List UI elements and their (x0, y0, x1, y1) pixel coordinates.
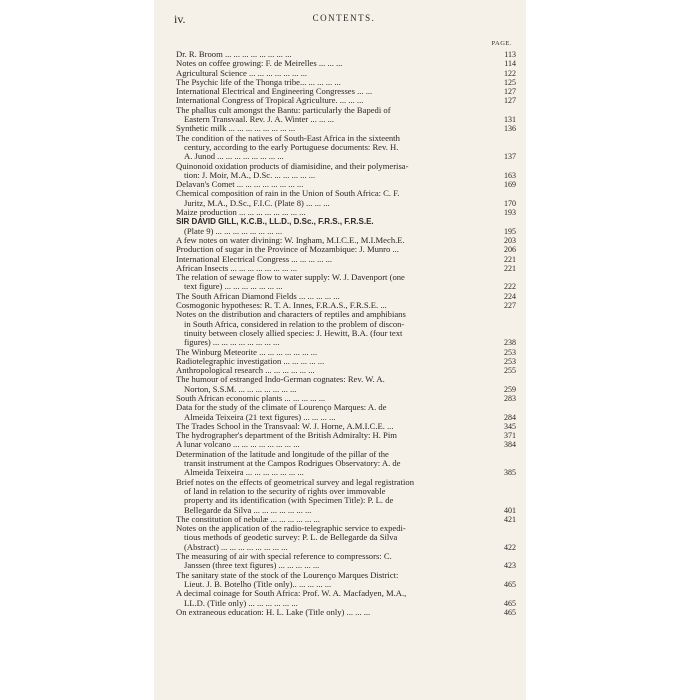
toc-entry-page: 465 (504, 598, 516, 608)
toc-entry-page: 421 (504, 514, 516, 524)
toc-entry-page: 113 (504, 50, 516, 59)
toc-entry-title-line: figures) ... ... ... ... ... ... ... ... (184, 338, 280, 348)
toc-entry-title-line: Delavan's Comet ... ... ... ... ... ... ... ... (176, 180, 304, 190)
toc-entry-page: 259 (504, 384, 516, 394)
toc-entry-title-line: A lunar volcano ... ... ... ... ... ... ... ... (176, 440, 300, 450)
toc-entry-page: 206 (504, 245, 516, 255)
toc-entry-title-line: Eastern Transvaal. Rev. J. A. Winter ... ... ... (184, 115, 335, 125)
toc-entry-title-line: (Plate 9) ... ... ... ... ... ... ... ... (184, 226, 283, 236)
toc-entry (176, 301, 516, 310)
toc-entry-title-line: Notes on the application of the radio-telegraphic service to expedi- (176, 524, 406, 534)
toc-entry (176, 375, 516, 394)
toc-entry-title-line: The South African Diamond Fields ... ... ... ... ... (176, 291, 340, 301)
toc-entry-page: 227 (504, 301, 516, 311)
toc-entry-page: 127 (504, 96, 516, 106)
toc-entry (176, 255, 516, 264)
toc-entry-title-line: LL.D. (Title only) ... ... ... ... ... ... (184, 598, 298, 608)
toc-entry-title-line: Cosmogonic hypotheses: R. T. A. Innes, F.R.A.S., F.R.S.E. ... (176, 301, 387, 311)
toc-entry-title-line: The hydrographer's department of the British Admiralty: H. Pim (176, 431, 397, 441)
toc-entry-title-line: Norton, S.S.M. ... ... ... ... ... ... ... (184, 384, 297, 394)
toc-entry-title-line: Anthropological research ... ... ... ... ... ... (176, 366, 315, 376)
toc-entry-title-line: The Psychic life of the Thonga tribe... ... ... ... ... (176, 77, 341, 87)
toc-entry-title-line: Notes on coffee growing: F. de Meirelles ... ... ... (176, 59, 343, 69)
toc-entry-page: 401 (504, 505, 516, 515)
toc-entry-title-line: South African economic plants ... ... ... ... ... (176, 393, 326, 403)
toc-entry (176, 189, 516, 208)
toc-entry-page: 384 (504, 440, 516, 450)
toc-entry-page: 422 (504, 542, 516, 552)
toc-entry-page: 131 (504, 115, 516, 125)
toc-entry (176, 69, 516, 78)
toc-entry (176, 524, 516, 552)
toc-entry-title-line: Production of sugar in the Province of Mozambique: J. Munro ... (176, 245, 399, 255)
toc-entry-title-line: text figure) ... ... ... ... ... ... ... (184, 282, 283, 292)
toc-entry-page: 169 (504, 180, 516, 190)
toc-entry (176, 571, 516, 590)
toc-entry-page: 222 (504, 282, 516, 292)
toc-entry-page: 253 (504, 347, 516, 357)
toc-entry-page: 385 (504, 468, 516, 478)
toc-entry-page: 283 (504, 393, 516, 403)
toc-entry-page: 465 (504, 607, 516, 617)
toc-entry-title-line: Juritz, M.A., D.Sc., F.I.C. (Plate 8) ... ... ... (184, 198, 330, 208)
toc-entry (176, 59, 516, 68)
toc-entry-page: 114 (504, 59, 516, 69)
toc-entry-page: 195 (504, 226, 516, 236)
toc-entry-page: 127 (504, 87, 516, 97)
toc-entry-page: 203 (504, 235, 516, 245)
toc-entry (176, 78, 516, 87)
toc-entry (176, 552, 516, 571)
toc-entry-title-line: Janssen (three text figures) ... ... ... ... ... (184, 561, 320, 571)
toc-entry (176, 450, 516, 478)
toc-entry-title-line: A. Junod ... ... ... ... ... ... ... ... (184, 152, 284, 162)
toc-entry-title-line: Almeida Teixeira ... ... ... ... ... ... ... (184, 468, 304, 478)
page-number: iv. (174, 12, 186, 26)
toc-entry-title-line: The constitution of nebulæ ... ... ... ... ... ... (176, 514, 320, 524)
toc-entry (176, 217, 516, 236)
toc-entry-page: 221 (504, 254, 516, 264)
toc-entry-title-line: The measuring of air with special reference to compressors: C. (176, 552, 392, 562)
toc-entry (176, 124, 516, 133)
toc-entry-title-line: Chemical composition of rain in the Union of South Africa: C. F. (176, 189, 400, 199)
toc-entry-page: 163 (504, 170, 516, 180)
toc-entry-page: 193 (504, 208, 516, 218)
toc-entry-page: 221 (504, 263, 516, 273)
toc-entry-title-line: International Electrical Congress ... ... ... ... ... (176, 254, 333, 264)
page-header (174, 12, 514, 28)
toc-entry-title-line: The phallus cult amongst the Bantu: particularly the Bapedi of (176, 105, 391, 115)
page-column-label: PAGE. (491, 40, 512, 47)
toc-entry-title-line: property and its identification (with Specimen Title): P. L. de (184, 496, 394, 506)
toc-entry-title-line: Maize production ... ... ... ... ... ... ... ... (176, 208, 306, 218)
toc-entry (176, 422, 516, 431)
toc-entry (176, 366, 516, 375)
toc-entry (176, 208, 516, 217)
toc-entry-title-line: in South Africa, considered in relation to the problem of discon- (184, 319, 405, 329)
toc-entry-title-line: SIR DAVID GILL, K.C.B., LL.D., D.Sc., F.R.S., F.R.S.E. (176, 217, 374, 227)
toc-entry (176, 236, 516, 245)
toc-entry-title-line: A few notes on water divining: W. Ingham, M.I.C.E., M.I.Mech.E. (176, 235, 405, 245)
toc-entry-title-line: The condition of the natives of South-East Africa in the sixteenth (176, 133, 400, 143)
toc-entry-page: 465 (504, 579, 516, 589)
toc-entry-title-line: International Congress of Tropical Agriculture. ... ... ... (176, 96, 364, 106)
toc-entry (176, 292, 516, 301)
toc-entry (176, 310, 516, 347)
toc-entry (176, 515, 516, 524)
toc-entry-page: 122 (504, 68, 516, 78)
toc-entry (176, 440, 516, 449)
toc-entry (176, 96, 516, 105)
toc-entry-title-line: A decimal coinage for South Africa: Prof. W. A. Macfadyen, M.A., (176, 589, 407, 599)
toc-entry-title-line: On extraneous education: H. L. Lake (Title only) ... ... ... (176, 607, 371, 617)
toc-entry-title-line: The Trades School in the Transvaal: W. J. Horne, A.M.I.C.E. ... (176, 421, 394, 431)
toc-entry-page: 345 (504, 421, 516, 431)
toc-entry-title-line: tious methods of geodetic survey: P. L. de Bellegarde da Silva (184, 533, 398, 543)
toc-entry (176, 403, 516, 422)
toc-entry (176, 589, 516, 608)
toc-entry-title-line: The Winburg Meteorite ... ... ... ... ... ... ... (176, 347, 318, 357)
toc-entry-page: 125 (504, 77, 516, 87)
toc-entry (176, 394, 516, 403)
toc-entry-page: 423 (504, 561, 516, 571)
toc-entry-title-line: Data for the study of the climate of Lourenço Marques: A. de (176, 403, 387, 413)
document-page (154, 0, 526, 700)
toc-entry-page: 170 (504, 198, 516, 208)
toc-entry-page: 253 (504, 356, 516, 366)
toc-entry (176, 245, 516, 254)
toc-entry-title-line: of land in relation to the security of rights over immovable (184, 486, 386, 496)
toc-entry-title-line: tinuity between closely allied species: J. Hewitt, B.A. (four text (184, 328, 403, 338)
toc-entry-page: 284 (504, 412, 516, 422)
toc-entry-title-line: century, according to the early Portuguese documents: Rev. H. (184, 142, 399, 152)
toc-entry (176, 478, 516, 515)
toc-entry-title-line: Agricultural Science ... ... ... ... ... ... ... (176, 68, 308, 78)
toc-entry-title-line: Synthetic milk ... ... ... ... ... ... ... ... (176, 124, 296, 134)
toc-entry (176, 106, 516, 125)
toc-entry-page: 136 (504, 124, 516, 134)
toc-entry (176, 608, 516, 617)
toc-entry (176, 134, 516, 162)
toc-entry (176, 357, 516, 366)
toc-entry-title-line: Bellegarde da Silva ... ... ... ... ... ... ... (184, 505, 312, 515)
toc-entry-page: 224 (504, 291, 516, 301)
toc-entry-title-line: The humour of estranged Indo-German cognates: Rev. W. A. (176, 375, 385, 385)
page-title: CONTENTS. (312, 13, 376, 23)
toc-entry-title-line: Brief notes on the effects of geometrical survey and legal registration (176, 477, 414, 487)
toc-entry-title-line: (Abstract) ... ... ... ... ... ... ... ... (184, 542, 288, 552)
table-of-contents (176, 50, 516, 617)
toc-entry (176, 180, 516, 189)
toc-entry-title-line: The sanitary state of the stock of the Lourenço Marques District: (176, 570, 399, 580)
toc-entry-title-line: Radiotelegraphic investigation ... ... ... ... ... (176, 356, 325, 366)
toc-entry-title-line: International Electrical and Engineering Congresses ... ... (176, 87, 373, 97)
toc-entry-title-line: tion: J. Moir, M.A., D.Sc. ... ... ... ... ... (184, 170, 316, 180)
toc-entry-title-line: Quinonoid oxidation products of diamisidine, and their polymerisa- (176, 161, 409, 171)
toc-entry-page: 371 (504, 431, 516, 441)
toc-entry (176, 273, 516, 292)
toc-entry-title-line: Determination of the latitude and longitude of the pillar of the (176, 449, 389, 459)
toc-entry-title-line: African Insects ... ... ... ... ... ... ... ... (176, 263, 298, 273)
toc-entry (176, 87, 516, 96)
toc-entry (176, 162, 516, 181)
toc-entry-page: 238 (504, 338, 516, 348)
toc-entry-page: 137 (504, 152, 516, 162)
toc-entry-title-line: transit instrument at the Campos Rodrigues Observatory: A. de (184, 459, 401, 469)
toc-entry (176, 264, 516, 273)
toc-entry-title-line: Notes on the distribution and characters of reptiles and amphibians (176, 310, 406, 320)
toc-entry-page: 255 (504, 366, 516, 376)
toc-entry (176, 348, 516, 357)
toc-entry (176, 431, 516, 440)
toc-entry-title-line: Dr. R. Broom ... ... ... ... ... ... ... ... (176, 50, 292, 59)
toc-entry (176, 50, 516, 59)
toc-entry-title-line: Lieut. J. B. Botelho (Title only).. ... ... ... ... (184, 579, 332, 589)
toc-entry-title-line: Almeida Teixeira (21 text figures) ... ... ... ... (184, 412, 336, 422)
toc-entry-title-line: The relation of sewage flow to water supply: W. J. Davenport (one (176, 273, 405, 283)
